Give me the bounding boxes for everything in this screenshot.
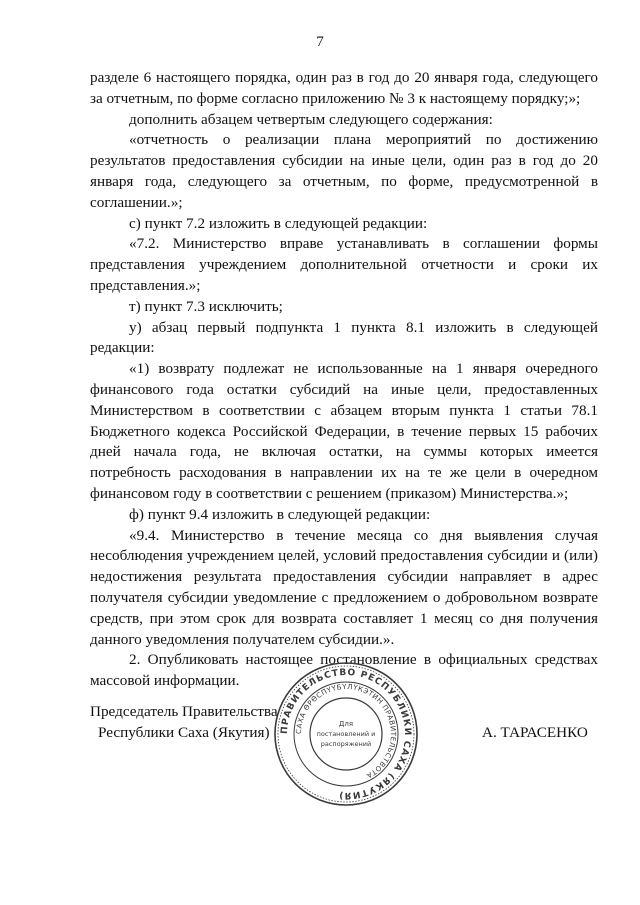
paragraph-3: «отчетность о реализации плана мероприятий по достижению результатов предоставления субсидии на иные цели, один раз в год до 20 января года, следующего за отчетным, по форме, предусмотренной в соглашении.»; xyxy=(90,131,598,211)
signatory-title-line2: Республики Саха (Якутия) xyxy=(98,723,270,741)
document-body xyxy=(90,68,598,692)
seal-center-line1: Для xyxy=(338,720,354,728)
paragraph-7: у) абзац первый подпункта 1 пункта 8.1 изложить в следующей редакции: xyxy=(90,318,598,357)
paragraph-9: ф) пункт 9.4 изложить в следующей редакции: xyxy=(129,505,431,523)
official-seal-stamp xyxy=(272,660,420,808)
paragraph-2: дополнить абзацем четвертым следующего содержания: xyxy=(129,110,493,128)
seal-center-line2: постановлений и xyxy=(316,730,376,738)
paragraph-8: «1) возврату подлежат не использованные на 1 января очередного финансового года остатки субсидий на иные цели, предоставленных Министерством в соответствии с абзацем вторым пункта 1 статьи 78.1 Бюджетного кодекса Российской Федерации, в течение первых 15 рабочих дней начала года, не включая остатки, на суммы которых имеется потребность расходования в направлении их на те же цели в очередном финансовом году в соответствии с решением (приказом) Министерства.»; xyxy=(90,360,598,502)
seal-outer-text: ПРАВИТЕЛЬСТВО РЕСПУБЛИКИ САХА (ЯКУТИЯ) xyxy=(279,667,413,801)
page-number: 7 xyxy=(316,34,324,50)
signatory-title xyxy=(90,702,278,744)
paragraph-11: 2. Опубликовать настоящее постановление в официальных средствах массовой информации. xyxy=(90,651,598,690)
paragraph-10: «9.4. Министерство в течение месяца со дня выявления случая несоблюдения учреждением целей, условий предоставления субсидии и (или) недостижения результата предоставления субсидии направляет в адрес получателя субсидии уведомление с предложением о добровольном возврате средств, при этом срок для возврата составляет 1 месяц со дня получения данного уведомления получателем субсидии.». xyxy=(90,526,598,648)
seal-center-line3: распоряжений xyxy=(320,740,372,748)
paragraph-6: т) пункт 7.3 исключить; xyxy=(129,297,283,315)
signatory-title-line1: Председатель Правительства xyxy=(90,703,278,720)
seal-inner-text: САХА ӨРӨСПҮҮБҮЛҮКЭТИН ПРАВИТЕЛЬСТВОТА xyxy=(294,682,398,780)
paragraph-1: разделе 6 настоящего порядка, один раз в год до 20 января года, следующего за отчетным, по форме согласно приложению № 3 к настоящему порядку;»; xyxy=(90,69,598,107)
paragraph-5: «7.2. Министерство вправе устанавливать в соглашении формы представления учреждением дополнительной отчетности и сроки их представления.»; xyxy=(90,235,598,294)
paragraph-4: с) пункт 7.2 изложить в следующей редакции: xyxy=(129,214,428,232)
signatory-name: А. ТАРАСЕНКО xyxy=(482,724,588,741)
